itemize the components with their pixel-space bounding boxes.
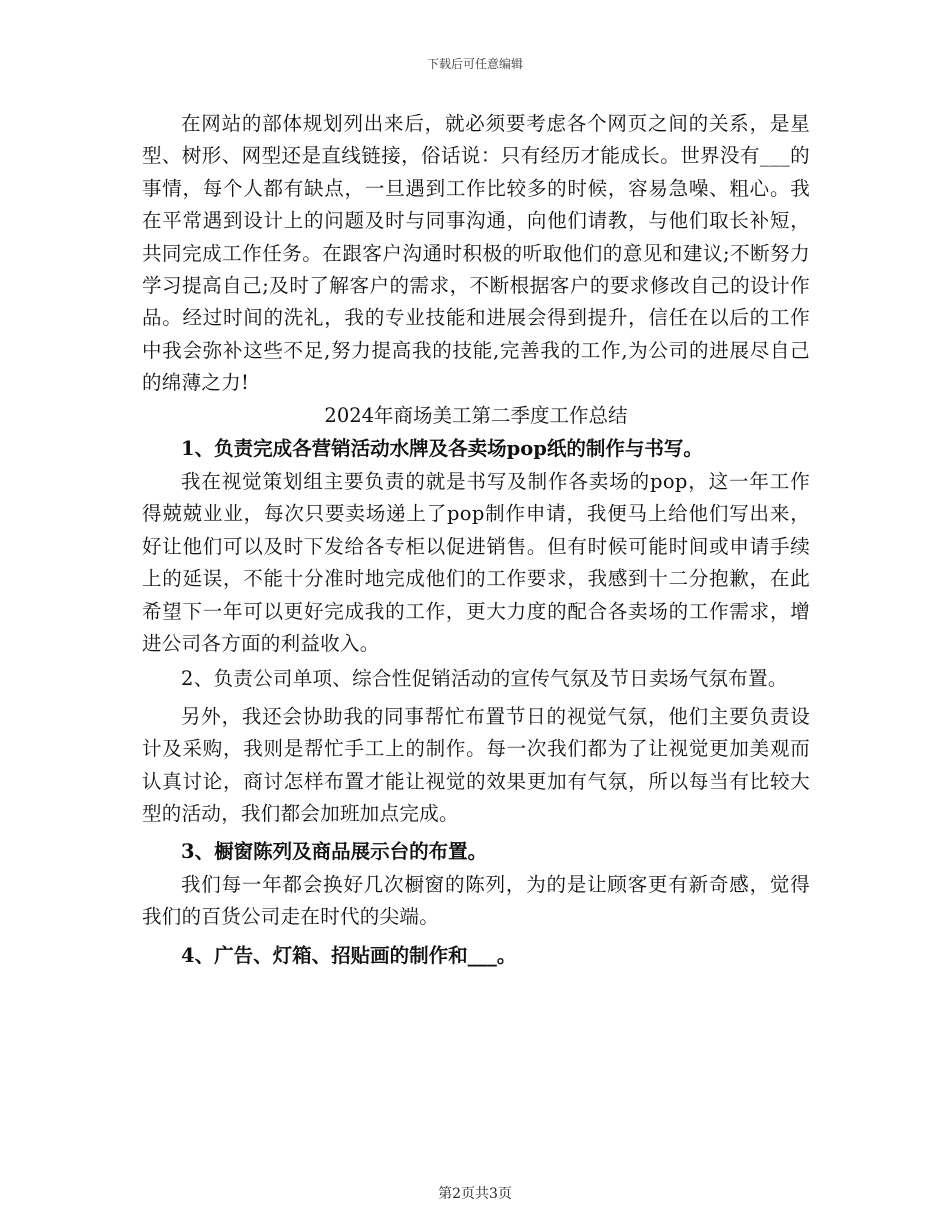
heading-item-3: 3、橱窗陈列及商品展示台的布置。 bbox=[181, 839, 488, 863]
heading-item-4: 4、广告、灯箱、招贴画的制作和___。 bbox=[181, 944, 517, 968]
section-title: 2024年商场美工第二季度工作总结 bbox=[324, 403, 628, 427]
paragraph-item-2: 另外，我还会协助我的同事帮忙布置节日的视觉气氛，他们主要负责设计及采购，我则是帮忙手工上的制作。每一次我们都为了让视觉更加美观而认真讨论，商讨怎样布置才能让视觉的效果更加有气氛，所以每当有比较大型的活动，我们都会加班加点完成。 bbox=[142, 704, 810, 826]
document-body bbox=[142, 108, 810, 973]
paragraph-item-1: 我在视觉策划组主要负责的就是书写及制作各卖场的pop，这一年工作得兢兢业业，每次只要卖场递上了pop制作申请，我便马上给他们写出来，好让他们可以及时下发给各专柜以促进销售。但有时候可能时间或申请手续上的延误，不能十分准时地完成他们的工作要求，我感到十二分抱歉，在此希望下一年可以更好完成我的工作，更大力度的配合各卖场的工作需求，增进公司各方面的利益收入。 bbox=[142, 470, 810, 656]
paragraph-item-3: 我们每一年都会换好几次橱窗的陈列，为的是让顾客更有新奇感，觉得我们的百货公司走在时代的尖端。 bbox=[142, 872, 810, 928]
paragraph-intro: 在网站的部体规划列出来后，就必须要考虑各个网页之间的关系，是星型、树形、网型还是直线链接，俗话说：只有经历才能成长。世界没有___的事情，每个人都有缺点，一旦遇到工作比较多的时候，容易急噪、粗心。我在平常遇到设计上的问题及时与同事沟通，向他们请教，与他们取长补短，共同完成工作任务。在跟客户沟通时积极的听取他们的意见和建议;不断努力学习提高自己;及时了解客户的需求，不断根据客户的要求修改自己的设计作品。经过时间的洗礼，我的专业技能和进展会得到提升，信任在以后的工作中我会弥补这些不足,努力提高我的技能,完善我的工作,为公司的进展尽自己的绵薄之力! bbox=[142, 112, 810, 395]
page-header: 下载后可任意编辑 bbox=[426, 57, 523, 71]
page-footer: 第2页共3页 bbox=[438, 1186, 512, 1202]
heading-item-1: 1、负责完成各营销活动水牌及各卖场pop纸的制作与书写。 bbox=[181, 437, 703, 461]
heading-item-2: 2、负责公司单项、综合性促销活动的宣传气氛及节日卖场气氛布置。 bbox=[181, 666, 788, 690]
